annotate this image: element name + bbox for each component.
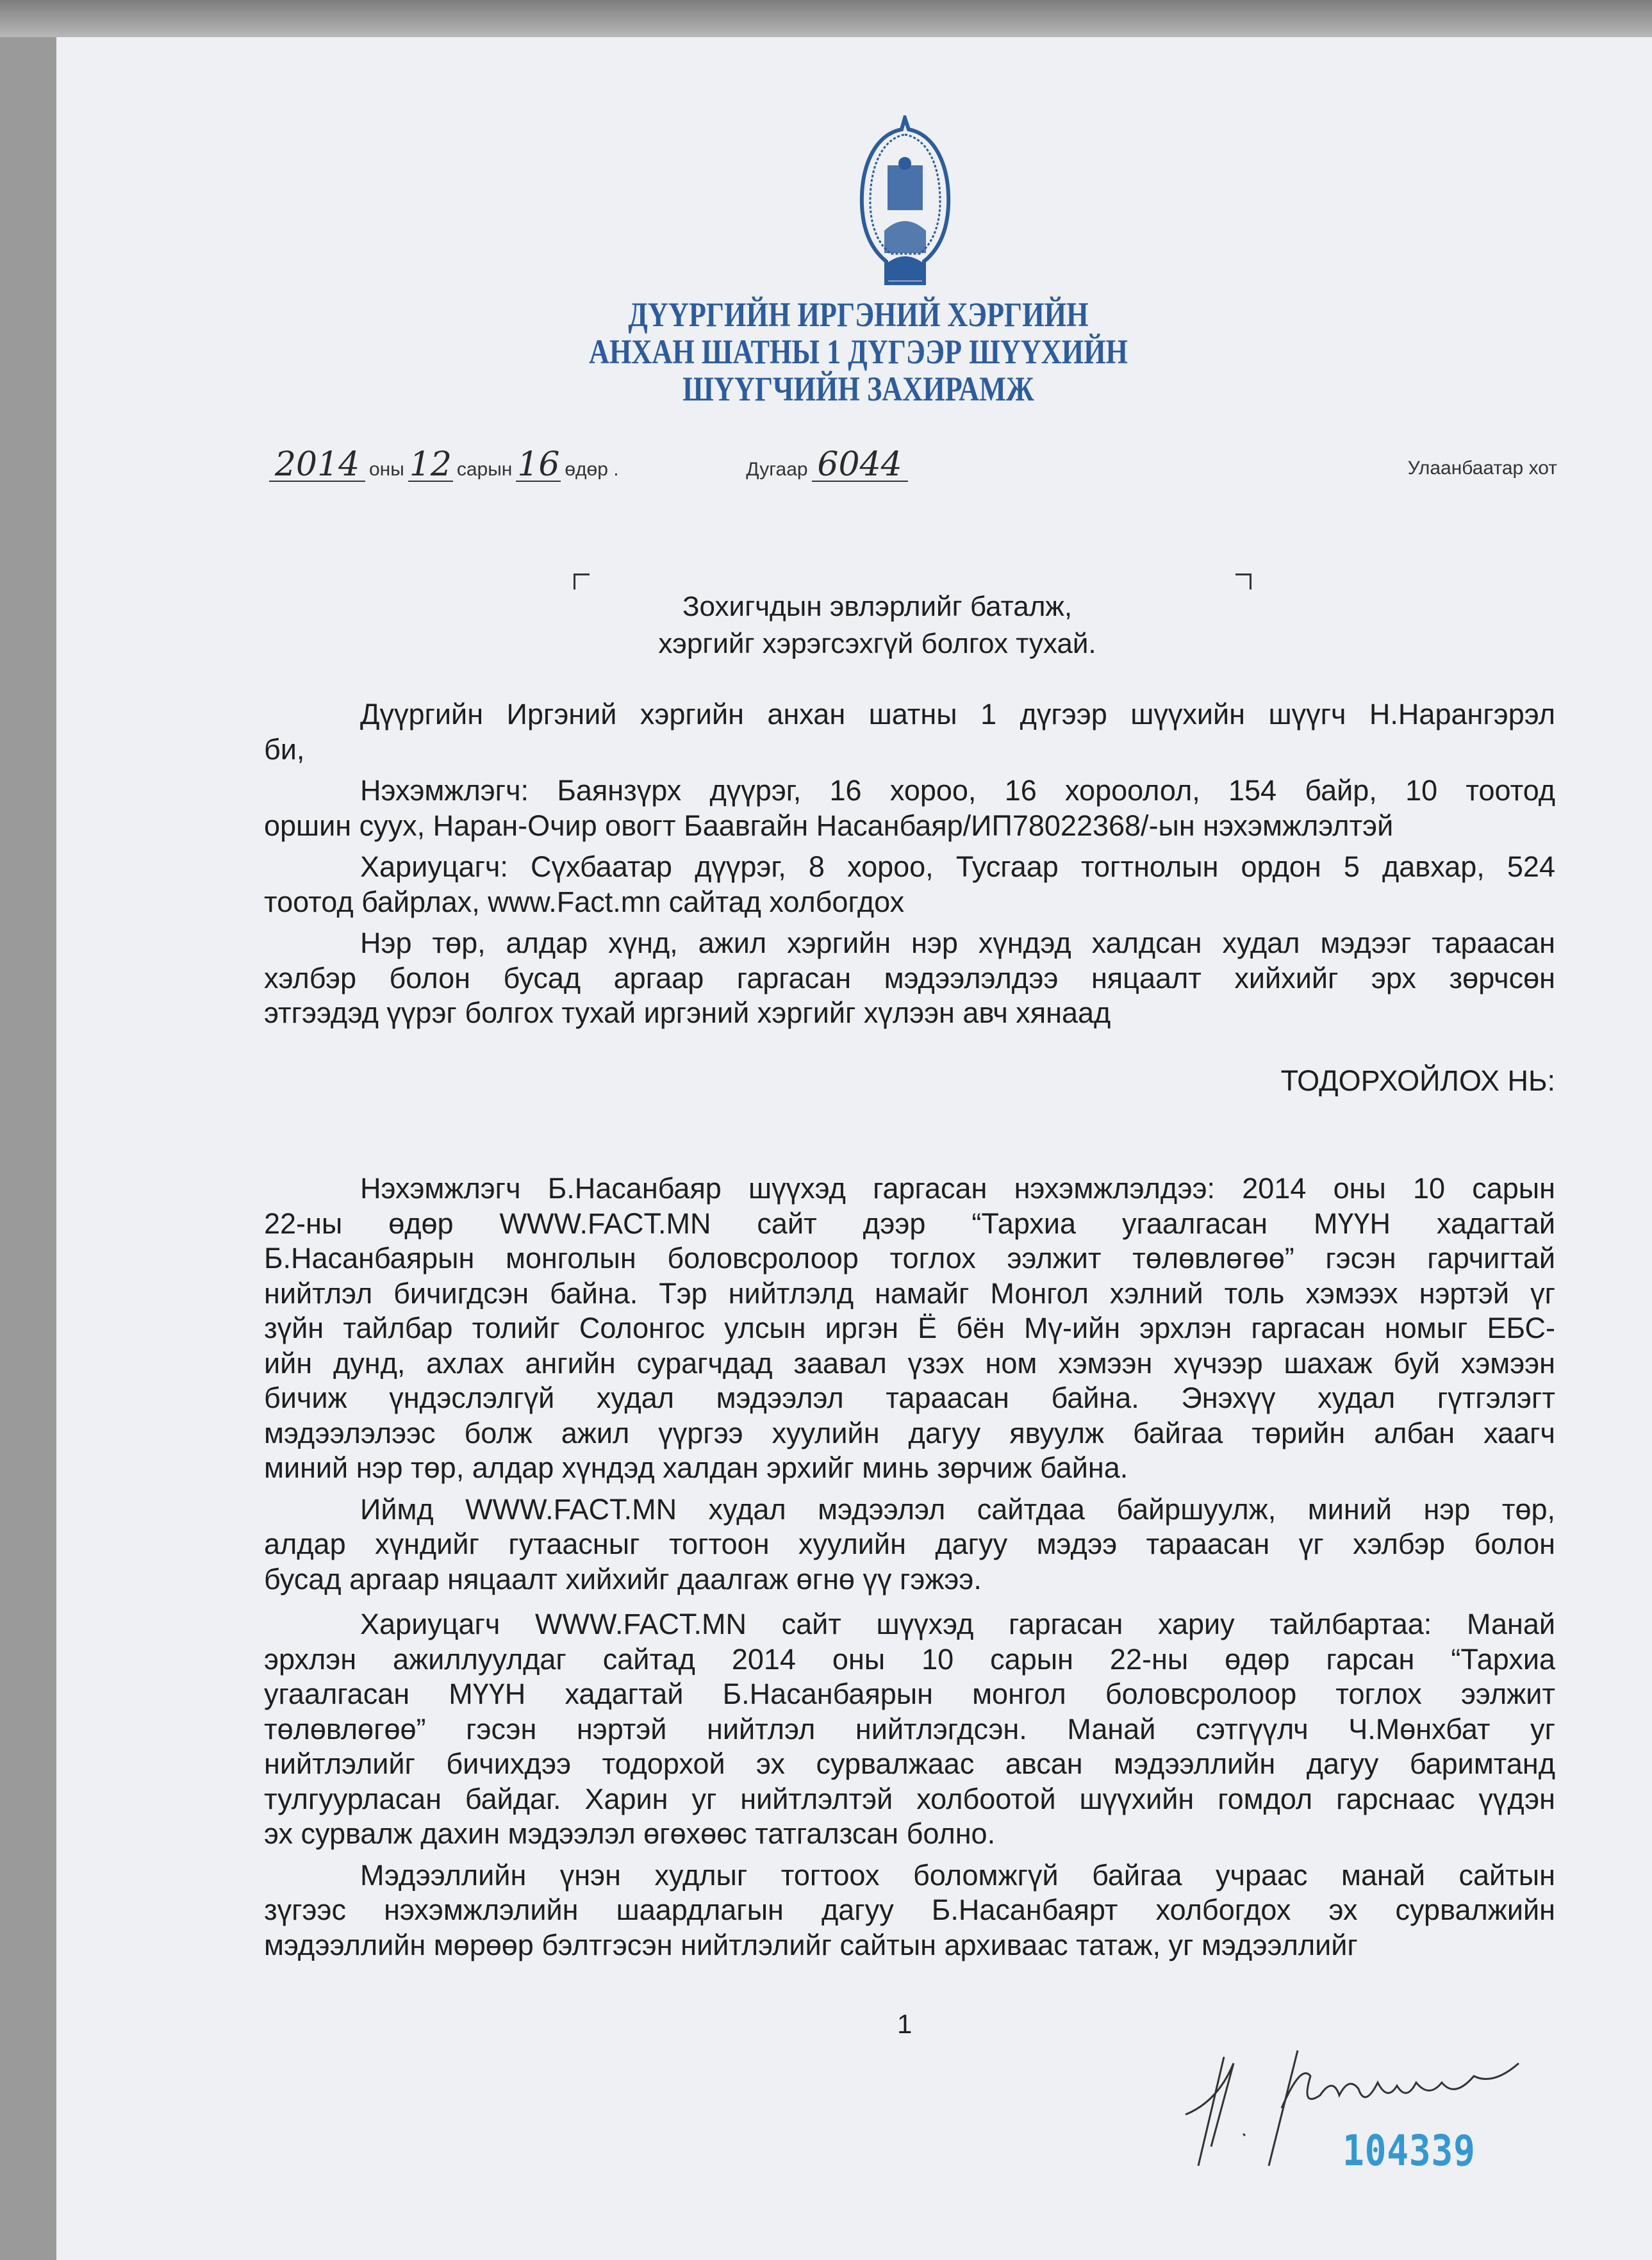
city-label: Улаанбаатар хот	[1407, 458, 1557, 479]
paragraph	[264, 1171, 1555, 1486]
paragraph	[264, 773, 1555, 843]
text-line: Нэхэмжлэгч Б.Насанбаяр шүүхэд гаргасан нэхэмжлэлдээ: 2014 оны 10 сарын	[360, 1172, 1555, 1205]
corner-bracket-left	[574, 573, 590, 590]
handwritten-year: 2014	[269, 449, 365, 482]
text-line: угаалгасан МҮҮН хадагтай Б.Насанбаярын монгол боловсролоор тоглох ээлжит	[264, 1678, 1555, 1710]
text-line: бичиж үндэслэлгүй худал мэдээлэл тараасан байна. Энэхүү худал гүтгэлэгт	[264, 1382, 1555, 1414]
registration-stamp: 104339	[1342, 2126, 1476, 2175]
text-line: зүгээс нэхэмжлэлийн шаардлагын дагуу Б.Насанбаярт холбогдох эх сурвалжийн	[264, 1893, 1555, 1926]
page-number: 1	[897, 2009, 913, 2039]
text-line: нийтлэл бичигдсэн байна. Тэр нийтлэлд намайг Монгол хэлний толь хэмээх нэртэй үг	[264, 1276, 1555, 1310]
text-line: зүйн тайлбар толийг Солонгос улсын иргэн Ё бён Мү-ийн эрхлэн гаргасан номыг ЕБС-	[264, 1312, 1555, 1344]
text-line: эрхлэн ажиллуулдаг сайтад 2014 оны 10 сарын 22-ны өдөр гарсан “Тархиа	[264, 1642, 1555, 1676]
paragraph	[264, 1607, 1555, 1852]
text-line: Хариуцагч WWW.FACT.MN сайт шүүхэд гаргасан хариу тайлбартаа: Манай	[360, 1608, 1555, 1640]
text-line: Иймд WWW.FACT.MN худал мэдээлэл сайтдаа байршуулж, миний нэр төр,	[360, 1492, 1555, 1526]
text-line: миний нэр төр, алдар хүндэд халдан эрхийг минь зөрчиж байна.	[264, 1451, 1128, 1484]
year-label: оны	[369, 459, 404, 480]
date-line	[269, 445, 1557, 484]
text-line: тулгуурласан байдаг. Харин уг нийтлэлтэй холбоотой шүүхийн гомдол гарснаас үүдэн	[264, 1782, 1555, 1815]
subject-line: хэргийг хэрэгсэхгүй болгох тухай.	[658, 628, 1096, 659]
text-line: Дүүргийн Иргэний хэргийн анхан шатны 1 дүгээр шүүхийн шүүгч Н.Нарангэрэл	[360, 698, 1555, 730]
subject	[0, 588, 1652, 663]
month-label: сарын	[456, 459, 513, 480]
handwritten-number: 6044	[812, 449, 908, 482]
title-line: АНХАН ШАТНЫ 1 ДҮГЭЭР ШҮҮХИЙН	[588, 333, 1128, 371]
text-line: би,	[264, 732, 305, 766]
section-heading: ТОДОРХОЙЛОХ НЬ:	[1280, 1064, 1555, 1097]
number-label: Дугаар	[746, 459, 808, 480]
paragraph	[264, 850, 1555, 920]
text-line: бусад аргаар няцаалт хийхийг даалгаж өгнө үү гэжээ.	[264, 1562, 982, 1596]
handwritten-month: 12	[409, 445, 452, 484]
day-label: өдөр .	[565, 459, 619, 480]
text-line: мэдээлэлээс болж ажил үүргээ хуулийн дагуу явуулж байгаа төрийн албан хаагч	[264, 1416, 1555, 1449]
paragraph	[264, 926, 1555, 1031]
text-line: ийн дунд, ахлах ангийн сурагчдад заавал үзэх ном хэмээн хүчээр шахаж буй хэмээн	[264, 1346, 1555, 1380]
text-line: Б.Насанбаярын монголын боловсролоор тоглох ээлжит төлөвлөгөө” гэсэн гарчигтай	[264, 1242, 1555, 1274]
paragraph	[264, 1858, 1555, 1963]
text-line: тоотод байрлах, www.Fact.mn сайтад холбогдох	[264, 885, 905, 918]
title-line: ДҮҮРГИЙН ИРГЭНИЙ ХЭРГИЙН	[628, 295, 1089, 334]
subject-line: Зохигчдын эвлэрлийг баталж,	[682, 591, 1073, 622]
text-line: 22-ны өдөр WWW.FACT.MN сайт дээр “Тархиа угаалгасан МҮҮН хадагтай	[264, 1207, 1555, 1240]
text-line: нийтлэлийг бичихдээ тодорхой эх сурвалжаас авсан мэдээллийн дагуу баримтанд	[264, 1747, 1555, 1780]
text-line: этгээдэд үүрэг болгох тухай иргэний хэргийг хүлээн авч хянаад	[264, 996, 1111, 1029]
claim-section	[264, 1171, 1555, 1603]
text-line: мэдээллийн мөрөөр бэлтгэсэн нийтлэлийг сайтын архиваас татаж, уг мэдээллийг	[264, 1928, 1358, 1961]
handwritten-day: 16	[517, 445, 560, 484]
response-section	[264, 1607, 1555, 1969]
court-title	[163, 296, 1517, 408]
state-emblem-icon	[852, 115, 958, 288]
text-line: алдар хүндийг гутаасныг тогтоон хуулийн дагуу мэдээ тараасан үг хэлбэр болон	[264, 1528, 1555, 1560]
text-line: Мэдээллийн үнэн худлыг тогтоох боломжгүй байгаа учраас манай сайтын	[360, 1858, 1555, 1892]
intro-section	[264, 697, 1555, 1037]
text-line: оршин суух, Наран-Очир овогт Баавгайн Насанбаяр/ИП78022368/-ын нэхэмжлэлтэй	[264, 809, 1394, 842]
text-line: Нэр төр, алдар хүнд, ажил хэргийн нэр хүндэд халдсан худал мэдээг тараасан	[360, 927, 1555, 959]
text-line: Нэхэмжлэгч: Баянзүрх дүүрэг, 16 хороо, 16 хороолол, 154 байр, 10 тоотод	[360, 774, 1555, 807]
paragraph	[264, 697, 1555, 767]
title-line: ШҮҮГЧИЙН ЗАХИРАМЖ	[682, 370, 1034, 408]
scan-top-edge	[0, 0, 1652, 37]
text-line: хэлбэр болон бусад аргаар гаргасан мэдээлэлдээ няцаалт хийхийг эрх зөрчсөн	[264, 961, 1555, 994]
text-line: төлөвлөгөө” гэсэн нэртэй нийтлэл нийтлэгдсэн. Манай сэтгүүлч Ч.Мөнхбат уг	[264, 1712, 1555, 1745]
text-line: эх сурвалж дахин мэдээлэл өгөхөөс татгалзсан болно.	[264, 1817, 996, 1850]
text-line: Хариуцагч: Сүхбаатар дүүрэг, 8 хороо, Тусгаар тогтнолын ордон 5 давхар, 524	[360, 850, 1555, 883]
paragraph	[264, 1492, 1555, 1597]
corner-bracket-right	[1235, 573, 1251, 590]
